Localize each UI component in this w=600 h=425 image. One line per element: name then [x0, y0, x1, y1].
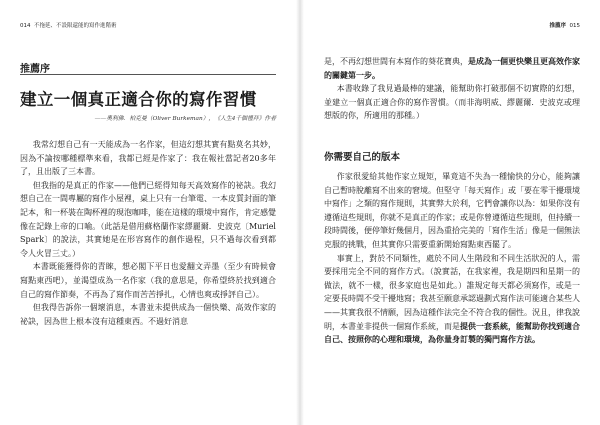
continuation-paragraph: [324, 55, 580, 82]
right-top-text: [324, 55, 580, 123]
right-body-text: [324, 170, 580, 347]
left-page-number: 014: [20, 23, 31, 29]
paragraph-plain: 事實上，對於不同類性，處於不同人生階段和不同生活狀況的人，需要採用完全不同的寫作方式。（說實話，在我家裡，我是期四和星期一的做法，就不一樣，很多家庭也是如此。）誰規定每天都必須寫作，或是一定要長時間不受干擾地寫；我甚至願意承認過劃式寫作法可能適合某些人——其實我很不情願，因為這種作法完全不符合我的個性。況且，律我說明，本書並非提供一個寫作系統，而是: [324, 253, 580, 331]
right-page: [304, 0, 600, 425]
left-running-title: 不拖延、不設限還能的寫作進階術: [34, 23, 117, 29]
book-gutter: [296, 0, 304, 425]
section-divider: [20, 74, 276, 75]
paragraph-bold: 提供一套系統，能幫助你找到適合自己、按照你的心理和環境，為你量身訂製的獨門寫作方法。: [324, 320, 580, 345]
paragraph: 本書收錄了我見過最棒的建議，能幫助你打破那個不切實際的幻想，並建立一個真正適合你的寫作習慣。（而非海明威、繆麗爾．史波克或理想版的你，所適用的那種。）: [324, 84, 580, 121]
right-running-label: 推薦序: [549, 23, 566, 29]
left-running-head: [20, 21, 117, 29]
paragraph: 但我指的是真正的作家——他們已經得知每天高效寫作的祕訣。我幻想自己在一間專屬的寫作小屋裡，桌上只有一台筆電、一本皮質封面的筆記本，和一杯裝在陶杯裡的現泡咖啡，能在這樣的環境中寫作，肯定感覺像在記錄上帝的口喻。（此話是借用蘇格蘭作家繆麗爾．史波克〔Muriel Spark〕的說法，其實她是在形容寫作的創作過程，只不過每次看到都令人火冒三丈。）: [20, 180, 276, 258]
paragraph: 我常幻想自己有一天能成為一名作家，但這幻想其實有點莫名其妙，因為不論按哪種標準來看，我都已經是作家了：我在報社當記者20多年了，且出版了三本書。: [20, 140, 276, 177]
right-page-number: 015: [569, 23, 580, 29]
left-body-text: [20, 138, 276, 328]
paragraph: 本書既能獲得你的青睞，想必閣下平日也愛翻文弄墨（至少有時候會寫點東西吧），並渴望成為一名作家（我的意思是，你希望終於找到適合自己的寫作節奏，不再為了寫作而苦苦掙扎，心情也爽或掙評自己）。: [20, 262, 276, 299]
paragraph: [324, 252, 580, 347]
paragraph: 作家很愛給其他作家立規矩，畢竟這不失為一種愉快的分心，能夠讓自己暫時脫離寫不出來的窘境。但堅守「每天寫作」或「要在零干擾環境中寫作」之類的寫作規則，其實弊大於利，它們會讓你以為：如果你沒有遵循這些規則，你就不是真正的作家；或是你曾遵循這些規則，但持續一段時間後，便停筆好幾個月，因為重拾完美的「寫作生活」像是一個無法克服的挑戰，但其實你只需要重新開始寫點東西罷了。: [324, 172, 580, 249]
section-label: 推薦序: [20, 64, 50, 75]
paragraph: 但我得告訴你一個壞消息，本書並未提供成為一個快樂、高效作家的祕訣，因為世上根本沒有這種東西。不過好消息: [20, 303, 276, 326]
left-page: [0, 0, 296, 425]
subheading: 你需要自己的版本: [324, 152, 401, 163]
byline: ——奧利佛．柏克曼（Oliver Burkeman），《人生4千個禮拜》作者: [94, 116, 276, 122]
continuation-bold: 是成為一個更快樂且更高效作家的關鍵第一步。: [324, 56, 580, 80]
continuation-plain: 是，不再幻想世間有本寫作的葵花寶典，: [324, 57, 468, 66]
chapter-title: 建立一個真正適合你的寫作習慣: [20, 90, 257, 109]
right-running-head: [549, 21, 580, 29]
